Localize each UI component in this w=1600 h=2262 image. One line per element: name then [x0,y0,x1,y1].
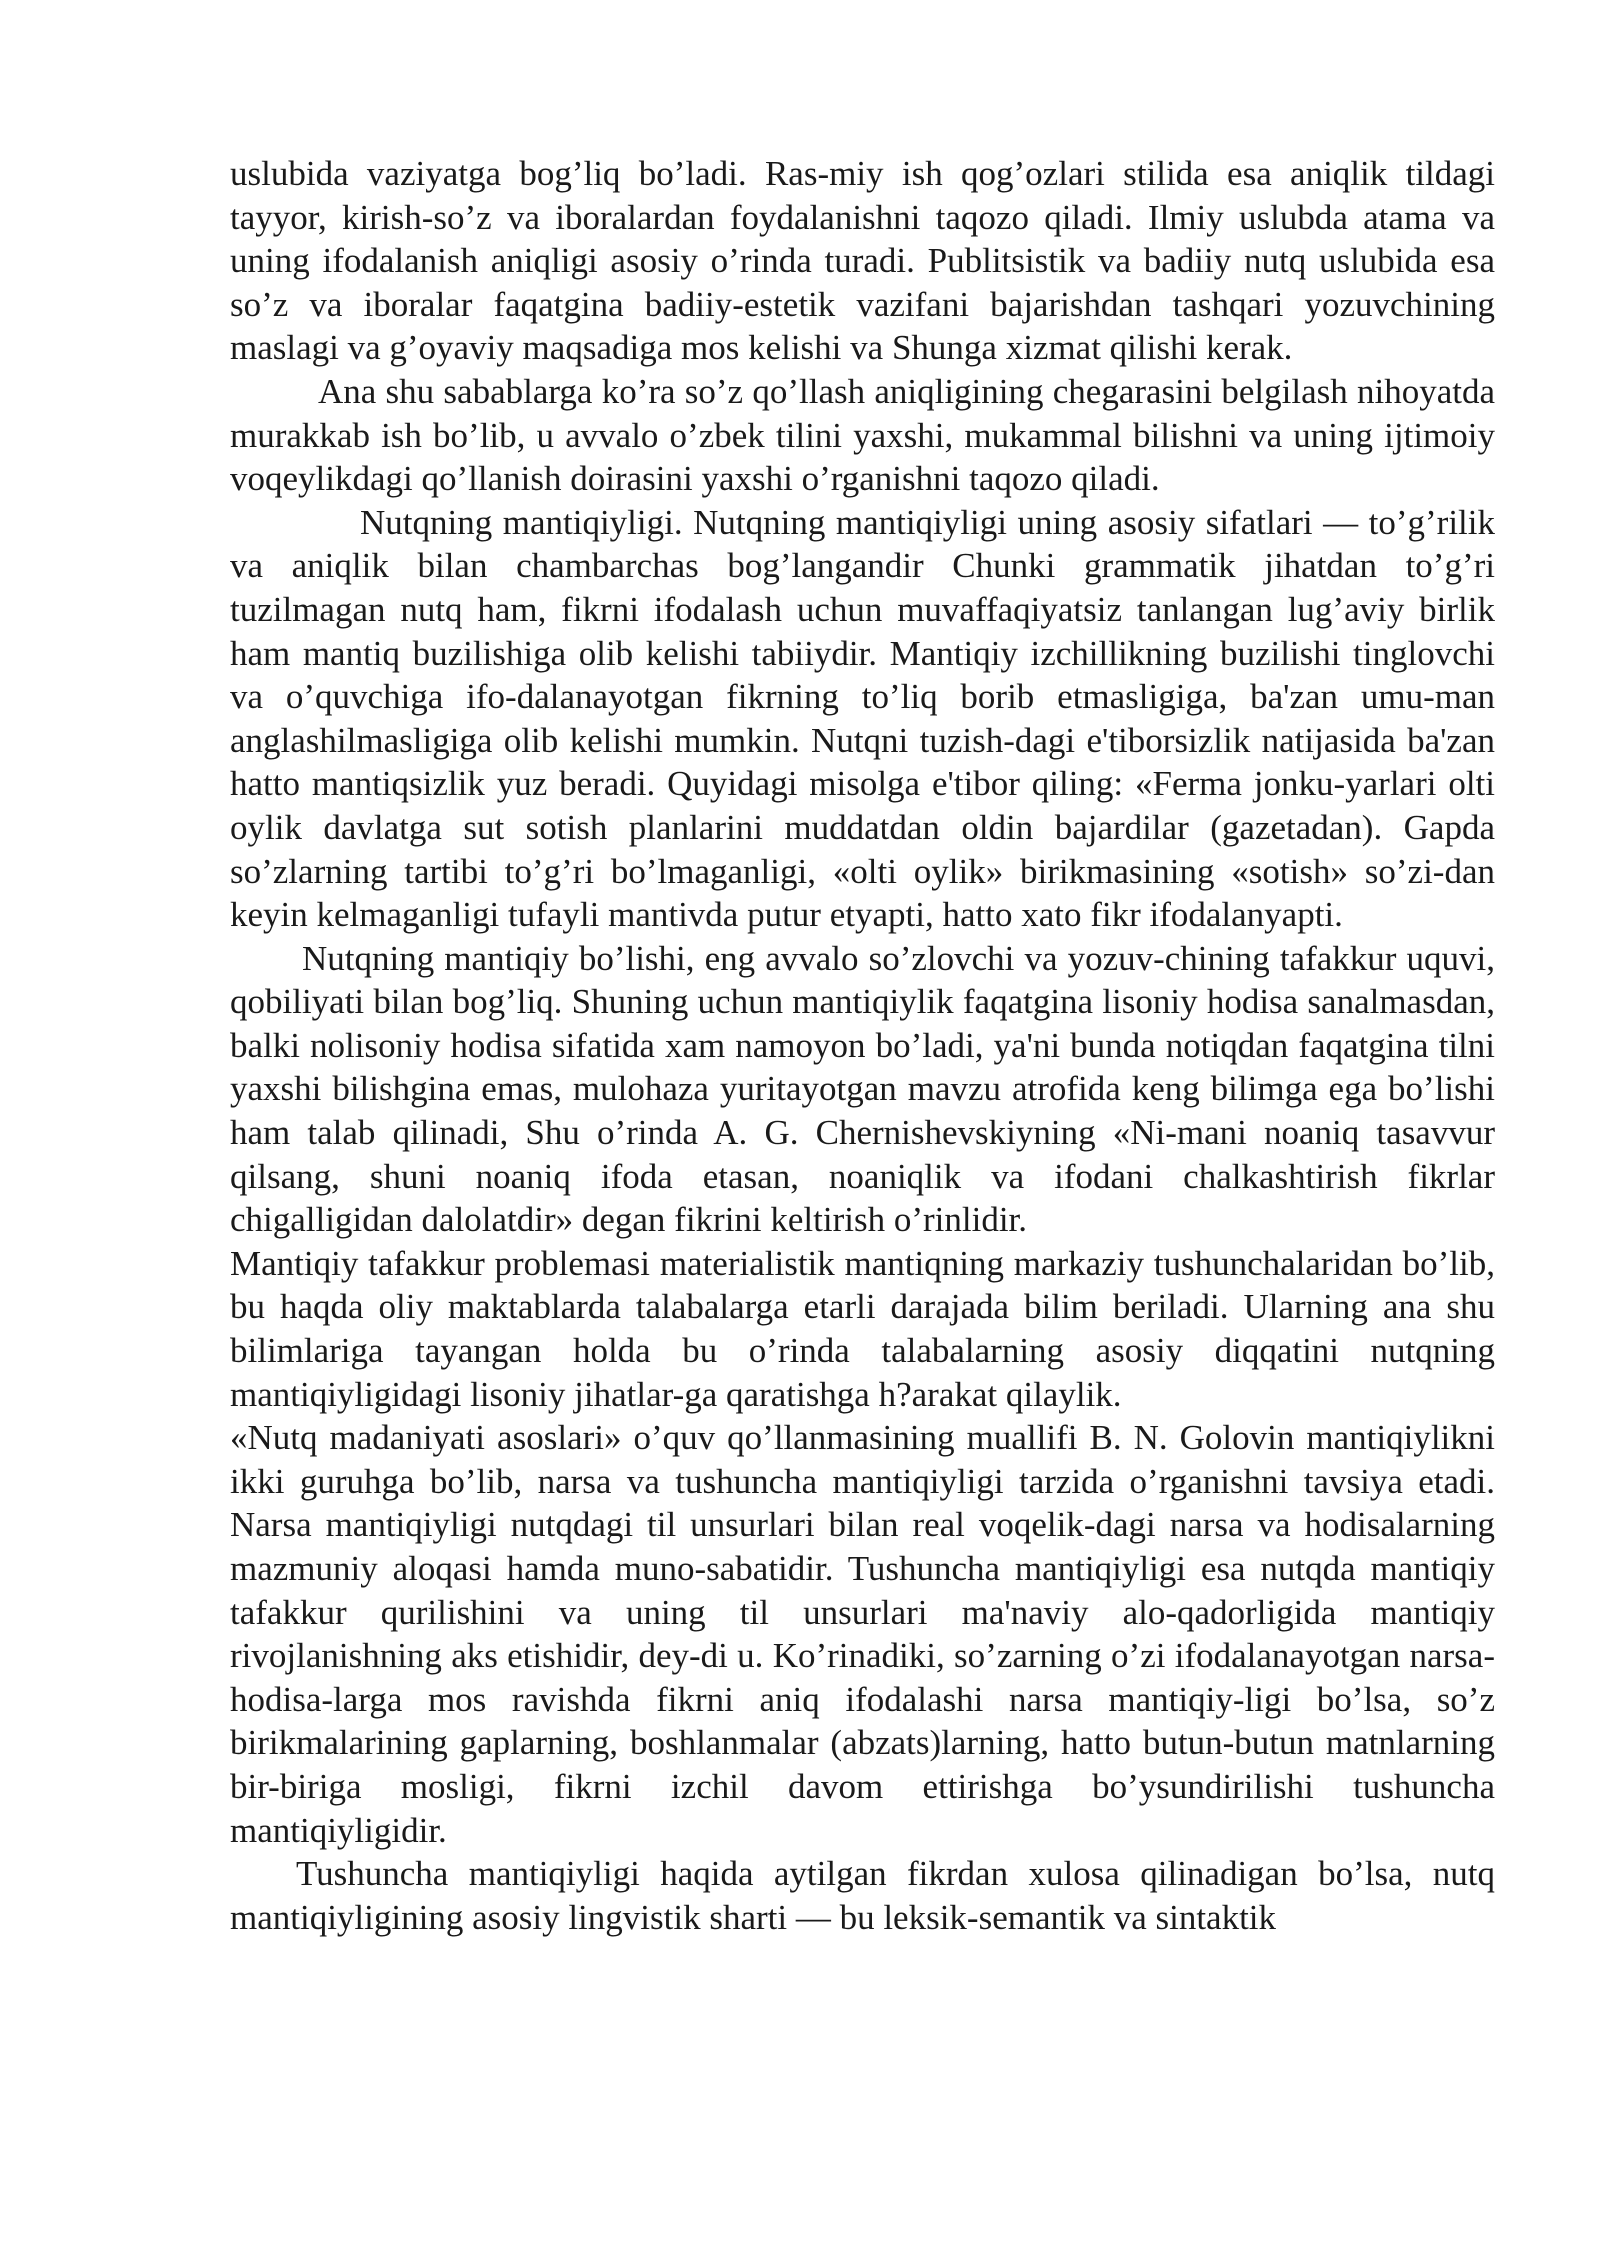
document-page [230,152,1495,1939]
paragraph-1: uslubida vaziyatga bog’liq bo’ladi. Ras-miy ish qog’ozlari stilida esa aniqlik tildagi tayyor, kirish-so’z va iboralardan foydalanishni taqozo qiladi. Ilmiy uslubda atama va uning ifodalanish aniqligi asosiy o’rinda turadi. Publitsistik va badiiy nutq uslubida esa so’z va iboralar faqatgina badiiy-estetik vazifani bajarishdan tashqari yozuvchining maslagi va g’oyaviy maqsadiga mos kelishi va Shunga xizmat qilishi kerak. [230,154,1495,368]
paragraph-4: Nutqning mantiqiy bo’lishi, eng avvalo so’zlovchi va yozuv-chining tafakkur uquvi, qobiliyati bilan bog’liq. Shuning uchun mantiqiylik faqatgina lisoniy hodisa sanalmasdan, balki nolisoniy hodisa sifatida xam namoyon bo’ladi, ya'ni bunda notiqdan faqatgina tilni yaxshi bilishgina emas, mulohaza yuritayotgan mavzu atrofida keng bilimga ega bo’lishi ham talab qilinadi, Shu o’rinda A. G. Chernishevskiyning «Ni-mani noaniq tasavvur qilsang, shuni noaniq ifoda etasan, noaniqlik va ifodani chalkashtirish fikrlar chigalligidan dalolatdir» degan fikrini keltirish o’rinlidir. [230,938,1495,1240]
paragraph-3: Nutqning mantiqiyligi. Nutqning mantiqiyligi uning asosiy sifatlari — to’g’rilik va aniqlik bilan chambarchas bog’langandir Chunki grammatik jihatdan to’g’ri tuzilmagan nutq ham, fikrni ifodalash uchun muvaffaqiyatsiz tanlangan lug’aviy birlik ham mantiq buzilishiga olib kelishi tabiiydir. Mantiqiy izchillikning buzilishi tinglovchi va o’quvchiga ifo-dalanayotgan fikrning to’liq borib etmasligiga, ba'zan umu-man anglashilmasligiga olib kelishi mumkin. Nutqni tuzish-dagi e'tiborsizlik natijasida ba'zan hatto mantiqsizlik yuz beradi. Quyidagi misolga e'tibor qiling: «Ferma jonku-yarlari olti oylik davlatga sut sotish planlarini muddatdan oldin bajardilar (gazetadan). Gapda so’zlarning tartibi to’g’ri bo’lmaganligi, «olti oylik» birikmasining «sotish» so’zi-dan keyin kelmaganligi tufayli mantivda putur etyapti, hatto xato fikr ifodalanyapti. [230,502,1495,935]
paragraph-6: «Nutq madaniyati asoslari» o’quv qo’llanmasining muallifi B. N. Golovin mantiqiylikni ikki guruhga bo’lib, narsa va tushuncha mantiqiyligi tarzida o’rganishni tavsiya etadi. Narsa mantiqiyligi nutqdagi til unsurlari bilan real voqelik-dagi narsa va hodisalarning mazmuniy aloqasi hamda muno-sabatidir. Tushuncha mantiqiyligi esa nutqda mantiqiy tafakkur qurilishini va uning til unsurlari ma'naviy alo-qadorligida mantiqiy rivojlanishning aks etishidir, dey-di u. Ko’rinadiki, so’zarning o’zi ifodalanayotgan narsa-hodisa-larga mos ravishda fikrni aniq ifodalashi narsa mantiqiy-ligi bo’lsa, so’z birikmalarining gaplarning, boshlanmalar (abzats)larning, hatto butun-butun matnlarning bir-biriga mosligi, fikrni izchil davom ettirishga bo’ysundirilishi tushuncha mantiqiyligidir. [230,1418,1495,1850]
paragraph-2: Ana shu sabablarga ko’ra so’z qo’llash aniqligining chegarasini belgilash nihoyatda murakkab ish bo’lib, u avvalo o’zbek tilini yaxshi, mukammal bilishni va uning ijtimoiy voqeylikdagi qo’llanish doirasini yaxshi o’rganishni taqozo qiladi. [230,371,1495,499]
paragraph-7: Tushuncha mantiqiyligi haqida aytilgan fikrdan xulosa qilinadigan bo’lsa, nutq mantiqiyligining asosiy lingvistik sharti — bu leksik-semantik va sintaktik [230,1854,1495,1937]
paragraph-5: Mantiqiy tafakkur problemasi materialistik mantiqning markaziy tushunchalaridan bo’lib, bu haqda oliy maktablarda talabalarga etarli darajada bilim beriladi. Ularning ana shu bilimlariga tayangan holda bu o’rinda talabalarning asosiy diqqatini nutqning mantiqiyligidagi lisoniy jihatlar-ga qaratishga h?arakat qilaylik. [230,1243,1495,1414]
